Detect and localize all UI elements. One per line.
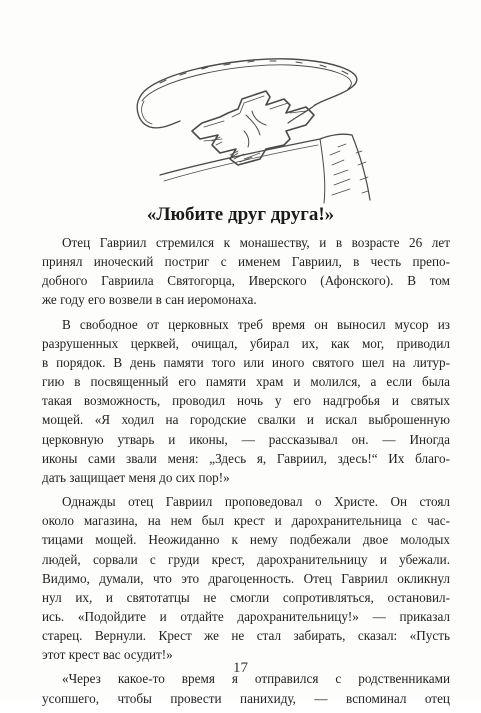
text-line: В свободное от церковных треб время он выносил мусор из [62,316,450,332]
text-line: принял иноческий постриг с именем Гавриил, в честь препо- [42,254,450,270]
text-line: старец. Вернули. Крест же не стал забирать, сказал: «Пусть [42,628,450,644]
text-line: добного Гавриила Святогорца, Иверского (Афонского). В том [42,273,450,289]
text-line: иконы сами звали меня: „Здесь я, Гавриил, здесь!“ Их благо- [42,450,450,466]
paragraph [42,233,450,310]
body-text [42,233,450,713]
text-line: дать защищает меня до сих пор!» [42,469,230,485]
text-line: нул их, и святотатцы не смогли сопротивляться, остановил- [42,589,450,605]
text-line: тицами мощей. Неожиданно к нему подбежали двое молодых [42,532,450,548]
text-line: около магазина, на нем был крест и дарохранительница с час- [42,513,450,529]
text-line: церковную утварь и иконы, — рассказывал он. — Иногда [42,431,450,447]
text-line: усопшего, чтобы провести панихиду, — вспоминал отец [42,690,450,706]
cross-on-chain-drawing-icon [120,35,380,205]
text-line: в порядок. В день памяти того или иного святого шел на литур- [42,354,450,370]
paragraph [42,315,450,487]
section-title: «Любите друг друга!» [146,204,335,225]
page-number: 17 [233,660,248,676]
text-line: ись. «Подойдите и отдайте дарохранительницу!» — приказал [42,608,450,624]
text-line: гию в посвященный его памяти храм и молился, а если была [42,374,450,390]
text-line: Видимо, думали, что это драгоценность. Отец Гавриил окликнул [42,570,450,586]
paragraph [42,492,450,664]
text-line: этот крест вас осудит!» [42,647,173,663]
text-line: же году его возвели в сан иеромонаха. [42,292,257,308]
text-line: мощей. «Я ходил на городские свалки и искал выброшенную [42,412,450,428]
text-line: разрушенных церквей, очищал, убирал их, как мог, приводил [42,335,450,351]
text-line: Отец Гавриил стремился к монашеству, и в возрасте 26 лет [62,235,450,250]
text-line: людей, сорвали с груди крест, дарохранительницу и убежали. [42,551,450,567]
text-line: такая возможность, проводил ночь у его надгробья и святых [42,393,450,409]
text-line: Однажды отец Гавриил проповедовал о Христе. Он стоял [62,494,450,510]
text-line: «Через какое-то время я отправился с родственниками [62,671,450,687]
